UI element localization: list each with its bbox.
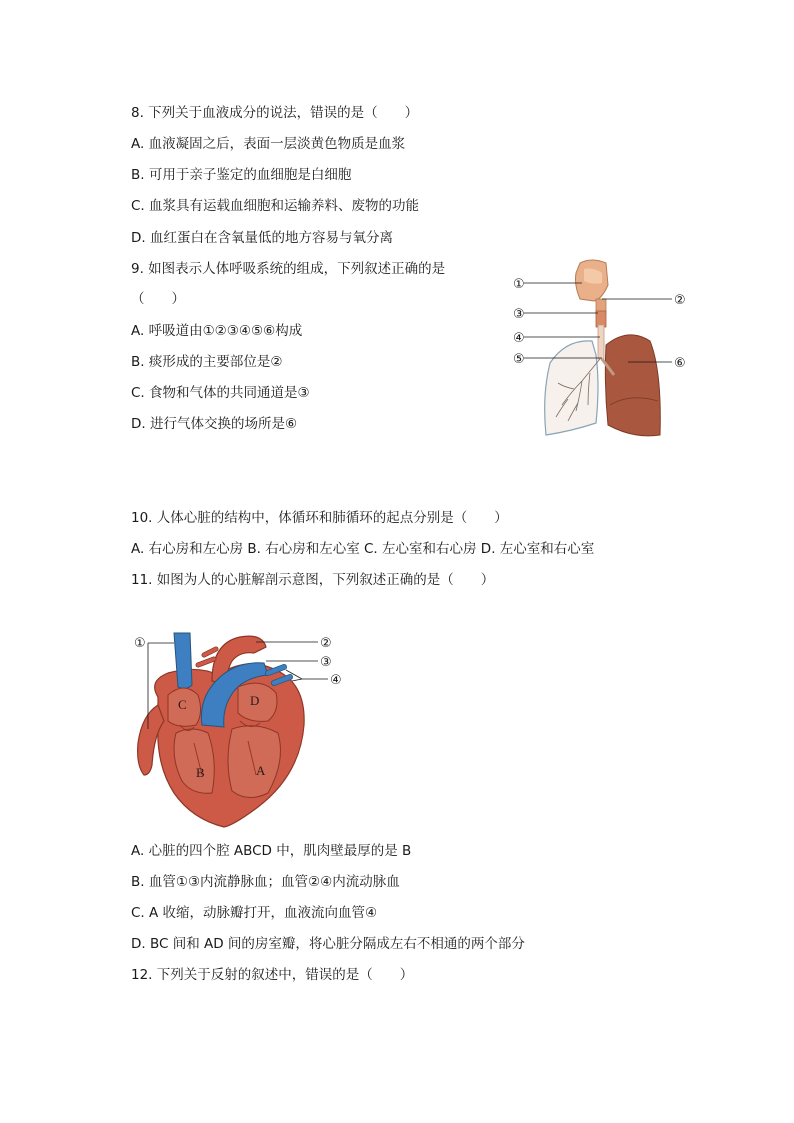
heart-figure bbox=[128, 625, 358, 835]
q9-stem-bracket: （ ） bbox=[131, 291, 185, 307]
q10-options: A. 右心房和左心房 B. 右心房和左心室 C. 左心室和右心房 D. 左心室和右心室 bbox=[131, 541, 595, 557]
q11-option-a: A. 心脏的四个腔 ABCD 中，肌肉壁最厚的是 B bbox=[131, 843, 412, 859]
q8-option-d: D. 血红蛋白在含氧量低的地方容易与氧分离 bbox=[131, 230, 393, 246]
resp-label-5: ⑤ bbox=[513, 352, 525, 367]
q10-stem: 10. 人体心脏的结构中，体循环和肺循环的起点分别是（ ） bbox=[131, 510, 508, 526]
resp-label-4: ④ bbox=[513, 331, 525, 346]
resp-label-6: ⑥ bbox=[674, 356, 686, 371]
right-lung bbox=[605, 335, 660, 436]
heart-label-2: ② bbox=[320, 636, 332, 651]
heart-label-4: ④ bbox=[330, 673, 342, 688]
resp-label-2: ② bbox=[674, 293, 686, 308]
q9-option-a: A. 呼吸道由①②③④⑤⑥构成 bbox=[131, 323, 303, 339]
q11-stem: 11. 如图为人的心脏解剖示意图，下列叙述正确的是（ ） bbox=[131, 572, 495, 588]
q11-option-b: B. 血管①③内流静脉血；血管②④内流动脉血 bbox=[131, 874, 400, 890]
respiratory-system-figure bbox=[510, 255, 700, 445]
q9-option-c: C. 食物和气体的共同通道是③ bbox=[131, 385, 310, 401]
chamber-label-c: C bbox=[178, 697, 187, 712]
chamber-label-b: B bbox=[196, 765, 205, 780]
q9-option-b: B. 痰形成的主要部位是② bbox=[131, 354, 283, 370]
q9-option-d: D. 进行气体交换的场所是⑥ bbox=[131, 416, 298, 432]
trachea bbox=[598, 325, 604, 359]
q8-option-b: B. 可用于亲子鉴定的血细胞是白细胞 bbox=[131, 167, 352, 183]
chamber-label-d: D bbox=[250, 693, 260, 708]
q8-option-a: A. 血液凝固之后，表面一层淡黄色物质是血浆 bbox=[131, 136, 406, 152]
q12-stem: 12. 下列关于反射的叙述中，错误的是（ ） bbox=[131, 967, 414, 983]
left-lung bbox=[545, 341, 598, 435]
q8-option-c: C. 血浆具有运载血细胞和运输养料、废物的功能 bbox=[131, 198, 420, 214]
chamber-label-a: A bbox=[256, 763, 266, 778]
q9-stem: 9. 如图表示人体呼吸系统的组成，下列叙述正确的是 bbox=[131, 261, 446, 277]
heart-label-3: ③ bbox=[320, 655, 332, 670]
resp-label-3: ③ bbox=[513, 307, 525, 322]
resp-label-1: ① bbox=[513, 277, 525, 292]
heart-label-1: ① bbox=[134, 636, 146, 651]
q11-option-d: D. BC 间和 AD 间的房室瓣，将心脏分隔成左右不相通的两个部分 bbox=[131, 936, 525, 952]
q8-stem: 8. 下列关于血液成分的说法，错误的是（ ） bbox=[131, 105, 419, 121]
q11-option-c: C. A 收缩，动脉瓣打开，血液流向血管④ bbox=[131, 905, 378, 921]
